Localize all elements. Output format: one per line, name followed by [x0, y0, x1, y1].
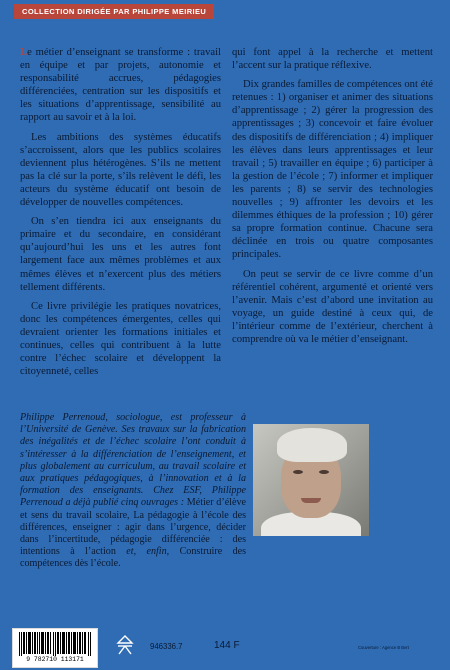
series-label: COLLECTION DIRIGÉE PAR PHILIPPE MEIRIEU: [14, 4, 214, 19]
author-book-list: Métier d’élève et sens du travail scolaire, La pédagogie à l’école des différences, enseigner : agir dans l’urgence, décider dans l’incertitude, pédagogie différenciée : des intentions à l’action: [20, 497, 246, 558]
body-paragraph-text: e métier d’enseignant se transforme : travail en équipe et par projets, autonomie et responsabilité accrues, pédagogies différenciées, centration sur les dispositifs et les situations d’apprentissage, sensibilité au rapport au savoir et à la loi.: [20, 47, 221, 124]
drop-cap: L: [20, 47, 28, 58]
author-bio-intro: Philippe Perrenoud, sociologue, est professeur à l’Université de Genève. Ses travaux sur la fabrication des inégalités et de l’échec scolaire l’ont conduit à s’intéresser à la différenciation de l’enseignement, et plus globalement au curriculum, au travail scolaire et aux pratiques pédagogiques, à l’innovation et à la formation des enseignants. Chez ESF, Philippe Perrenoud a déjà publié cinq ouvrages :: [20, 412, 246, 509]
author-bio: [20, 412, 246, 571]
author-bio-connector: et, enfin,: [126, 546, 170, 558]
body-paragraph: On s’en tiendra ici aux enseignants du primaire et du secondaire, en considérant qu’aujourd’hui les uns et les autres font largement face aux mêmes problèmes et aux mêmes élèves et n’exercent plus des métiers tellement différents.: [20, 216, 221, 293]
body-paragraph: [20, 46, 221, 125]
author-photo: [253, 424, 369, 536]
isbn-barcode: [12, 628, 98, 668]
reference-code: 946336.7: [150, 642, 183, 651]
author-last-book: Construire des compétences dès l’école.: [20, 546, 247, 570]
body-left-column: [20, 46, 221, 384]
body-paragraph: Ce livre privilégie les pratiques novatrices, donc les compétences émergentes, celles qui devraient orienter les formations initiales et continues, celles qui contribuent à la lutte contre l’échec scolaire et développent la citoyenneté, celles: [20, 300, 221, 378]
body-paragraph: qui font appel à la recherche et mettent l’accent sur la pratique réflexive.: [232, 47, 433, 72]
isbn-number: 9 782710 113171: [26, 656, 84, 663]
barcode-icon: [19, 632, 91, 656]
esf-publisher-logo-icon: [114, 634, 136, 656]
body-paragraph: Dix grandes familles de compétences ont été retenues : 1) organiser et animer des situations d’apprentissage ; 2) gérer la progression des apprentissages ; 3) concevoir et faire évoluer des dispositifs de différenciation ; 4) impliquer les élèves dans leurs apprentissages et leur travail ; 5) travailler en équipe ; 6) participer à la gestion de l’école ; 7) informer et impliquer les parents ; 8) se servir des technologies nouvelles ; 9) affronter les devoirs et les dilemmes éthiques de la profession ; 10) gérer sa propre formation continue. Chacune sera déclinée en trois ou quatre composantes principales.: [232, 79, 433, 261]
cover-credit: Couverture : Agence B Bert: [358, 645, 409, 650]
series-band: [0, 0, 450, 24]
body-paragraph: Les ambitions des systèmes éducatifs s’accroissent, alors que les publics scolaires deviennent plus hétérogènes. S’ils ne mettent pas la clé sur la porte, s’ils relèvent le défi, les acteurs du système éducatif ont besoin de développer de nouvelles compétences.: [20, 131, 221, 209]
price: 144 F: [214, 640, 240, 651]
body-paragraph: On peut se servir de ce livre comme d’un référentiel cohérent, argumenté et orienté vers l’avenir. Mais c’est d’abord une invitation au voyage, un guide destiné à ceux qui, de l’intérieur comme de l’extérieur, cherchent à comprendre où va le métier d’enseignant.: [232, 268, 433, 345]
body-right-column: [232, 46, 433, 352]
